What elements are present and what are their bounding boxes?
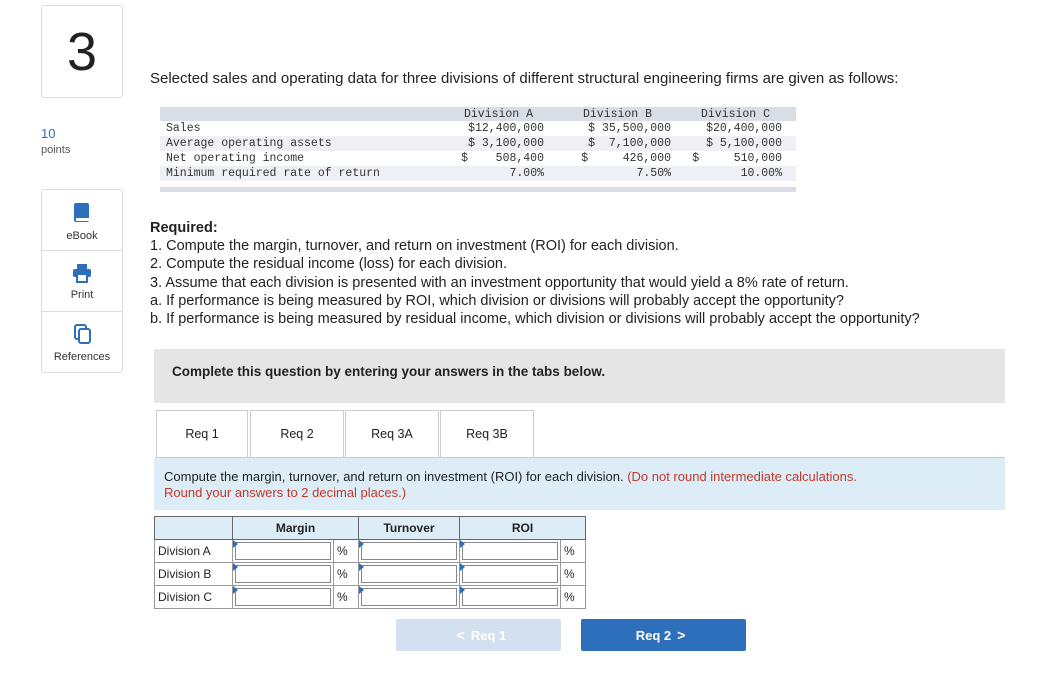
input-flag-icon [233,540,238,548]
percent-unit: % [334,586,359,609]
ebook-button[interactable] [42,202,122,242]
tab-req-3a[interactable]: Req 3A [345,410,439,458]
input-flag-icon [460,563,465,571]
prompt-text [164,469,857,501]
input-flag-icon [233,563,238,571]
prev-button[interactable] [396,619,561,651]
tab-req-3b[interactable]: Req 3B [440,410,534,458]
data-table-header [160,107,796,121]
points-label: points [41,144,71,156]
row-label: Division C [155,586,233,609]
header-margin: Margin [233,517,359,540]
margin-input-division-a[interactable] [235,542,331,560]
required-title: Required: [150,220,218,236]
instruction-box [154,349,1005,403]
cell-b: 7.50% [636,167,671,180]
tab-req-2[interactable]: Req 2 [250,410,344,458]
prev-label: Req 1 [470,627,507,643]
row-label: Division B [155,563,233,586]
chevron-left-icon: < [456,627,465,643]
cell-b: $ 7,100,000 [588,137,671,150]
roi-cell [460,586,561,609]
roi-input-division-b[interactable] [462,565,558,583]
cell-b: $ 426,000 [581,152,671,165]
table-row [155,563,586,586]
prompt-box [154,458,1005,510]
required-item: 2. Compute the residual income (loss) for each division. [150,256,508,273]
required-item: b. If performance is being measured by residual income, which division or divisions will probably accept the opportunity? [150,311,920,328]
ebook-label: eBook [66,230,98,242]
roi-input-division-a[interactable] [462,542,558,560]
roi-input-division-c[interactable] [462,588,558,606]
cell-a: $12,400,000 [468,122,544,135]
table-row [155,540,586,563]
margin-cell [233,563,334,586]
header-roi: ROI [460,517,586,540]
instruction-text: Complete this question by entering your answers in the tabs below. [172,364,606,379]
required-item: 1. Compute the margin, turnover, and return on investment (ROI) for each division. [150,238,679,255]
table-row [160,151,796,166]
margin-input-division-c[interactable] [235,588,331,606]
table-row [160,121,796,136]
header-division-a: Division A [464,108,534,121]
row-label: Division A [155,540,233,563]
answer-table [154,516,586,609]
intro-text: Selected sales and operating data for three divisions of different structural engineering firms are given as follows: [150,70,899,87]
book-icon [72,202,92,224]
row-label: Minimum required rate of return [166,167,380,180]
turnover-cell [359,540,460,563]
tools-divider [42,311,122,312]
input-flag-icon [359,563,364,571]
references-icon [72,323,92,345]
question-number-box [41,5,123,98]
header-division-c: Division C [701,108,771,121]
turnover-input-division-a[interactable] [361,542,457,560]
tools-panel [41,189,123,373]
header-turnover: Turnover [359,517,460,540]
input-flag-icon [460,586,465,594]
turnover-cell [359,563,460,586]
input-flag-icon [359,540,364,548]
tools-divider [42,250,122,251]
tab-req-1[interactable]: Req 1 [156,410,248,458]
references-button[interactable] [42,323,122,363]
required-item: a. If performance is being measured by ROI, which division or divisions will probably accept the opportunity? [150,292,844,309]
percent-unit: % [561,540,586,563]
roi-cell [460,540,561,563]
division-data-table [160,107,796,192]
percent-unit: % [561,586,586,609]
next-button[interactable] [581,619,746,651]
cell-c: 10.00% [740,167,782,180]
question-number: 3 [66,21,98,82]
cell-a: 7.00% [509,167,544,180]
header-division-b: Division B [583,108,653,121]
percent-unit: % [334,540,359,563]
header-blank [155,517,233,540]
required-item: 3. Assume that each division is presented with an investment opportunity that would yield a 8% rate of return. [150,274,849,291]
printer-icon [71,263,93,283]
turnover-input-division-c[interactable] [361,588,457,606]
print-button[interactable] [42,263,122,301]
margin-cell [233,586,334,609]
cell-a: $ 508,400 [461,152,544,165]
chevron-right-icon: > [677,627,686,643]
prompt-main: Compute the margin, turnover, and return on investment (ROI) for each division. [164,469,624,484]
margin-input-division-b[interactable] [235,565,331,583]
turnover-input-division-b[interactable] [361,565,457,583]
table-row [160,136,796,151]
next-label: Req 2 [635,627,672,643]
row-label: Average operating assets [166,137,332,150]
cell-b: $ 35,500,000 [588,122,671,135]
table-row [155,586,586,609]
points-value: 10 [41,126,56,141]
table-row [160,166,796,181]
prompt-note: Round your answers to 2 decimal places.) [164,485,407,500]
turnover-cell [359,586,460,609]
row-label: Sales [166,122,201,135]
roi-cell [460,563,561,586]
references-label: References [53,351,111,363]
percent-unit: % [334,563,359,586]
input-flag-icon [460,540,465,548]
cell-a: $ 3,100,000 [468,137,544,150]
margin-cell [233,540,334,563]
input-flag-icon [359,586,364,594]
print-label: Print [70,289,94,301]
required-section [150,219,920,328]
data-table-footer-bar [160,187,796,192]
prompt-note: (Do not round intermediate calculations. [627,469,857,484]
answer-table-header [155,517,586,540]
cell-c: $20,400,000 [706,122,782,135]
percent-unit: % [561,563,586,586]
row-label: Net operating income [166,152,305,165]
cell-c: $ 510,000 [692,152,782,165]
input-flag-icon [233,586,238,594]
cell-c: $ 5,100,000 [706,137,782,150]
